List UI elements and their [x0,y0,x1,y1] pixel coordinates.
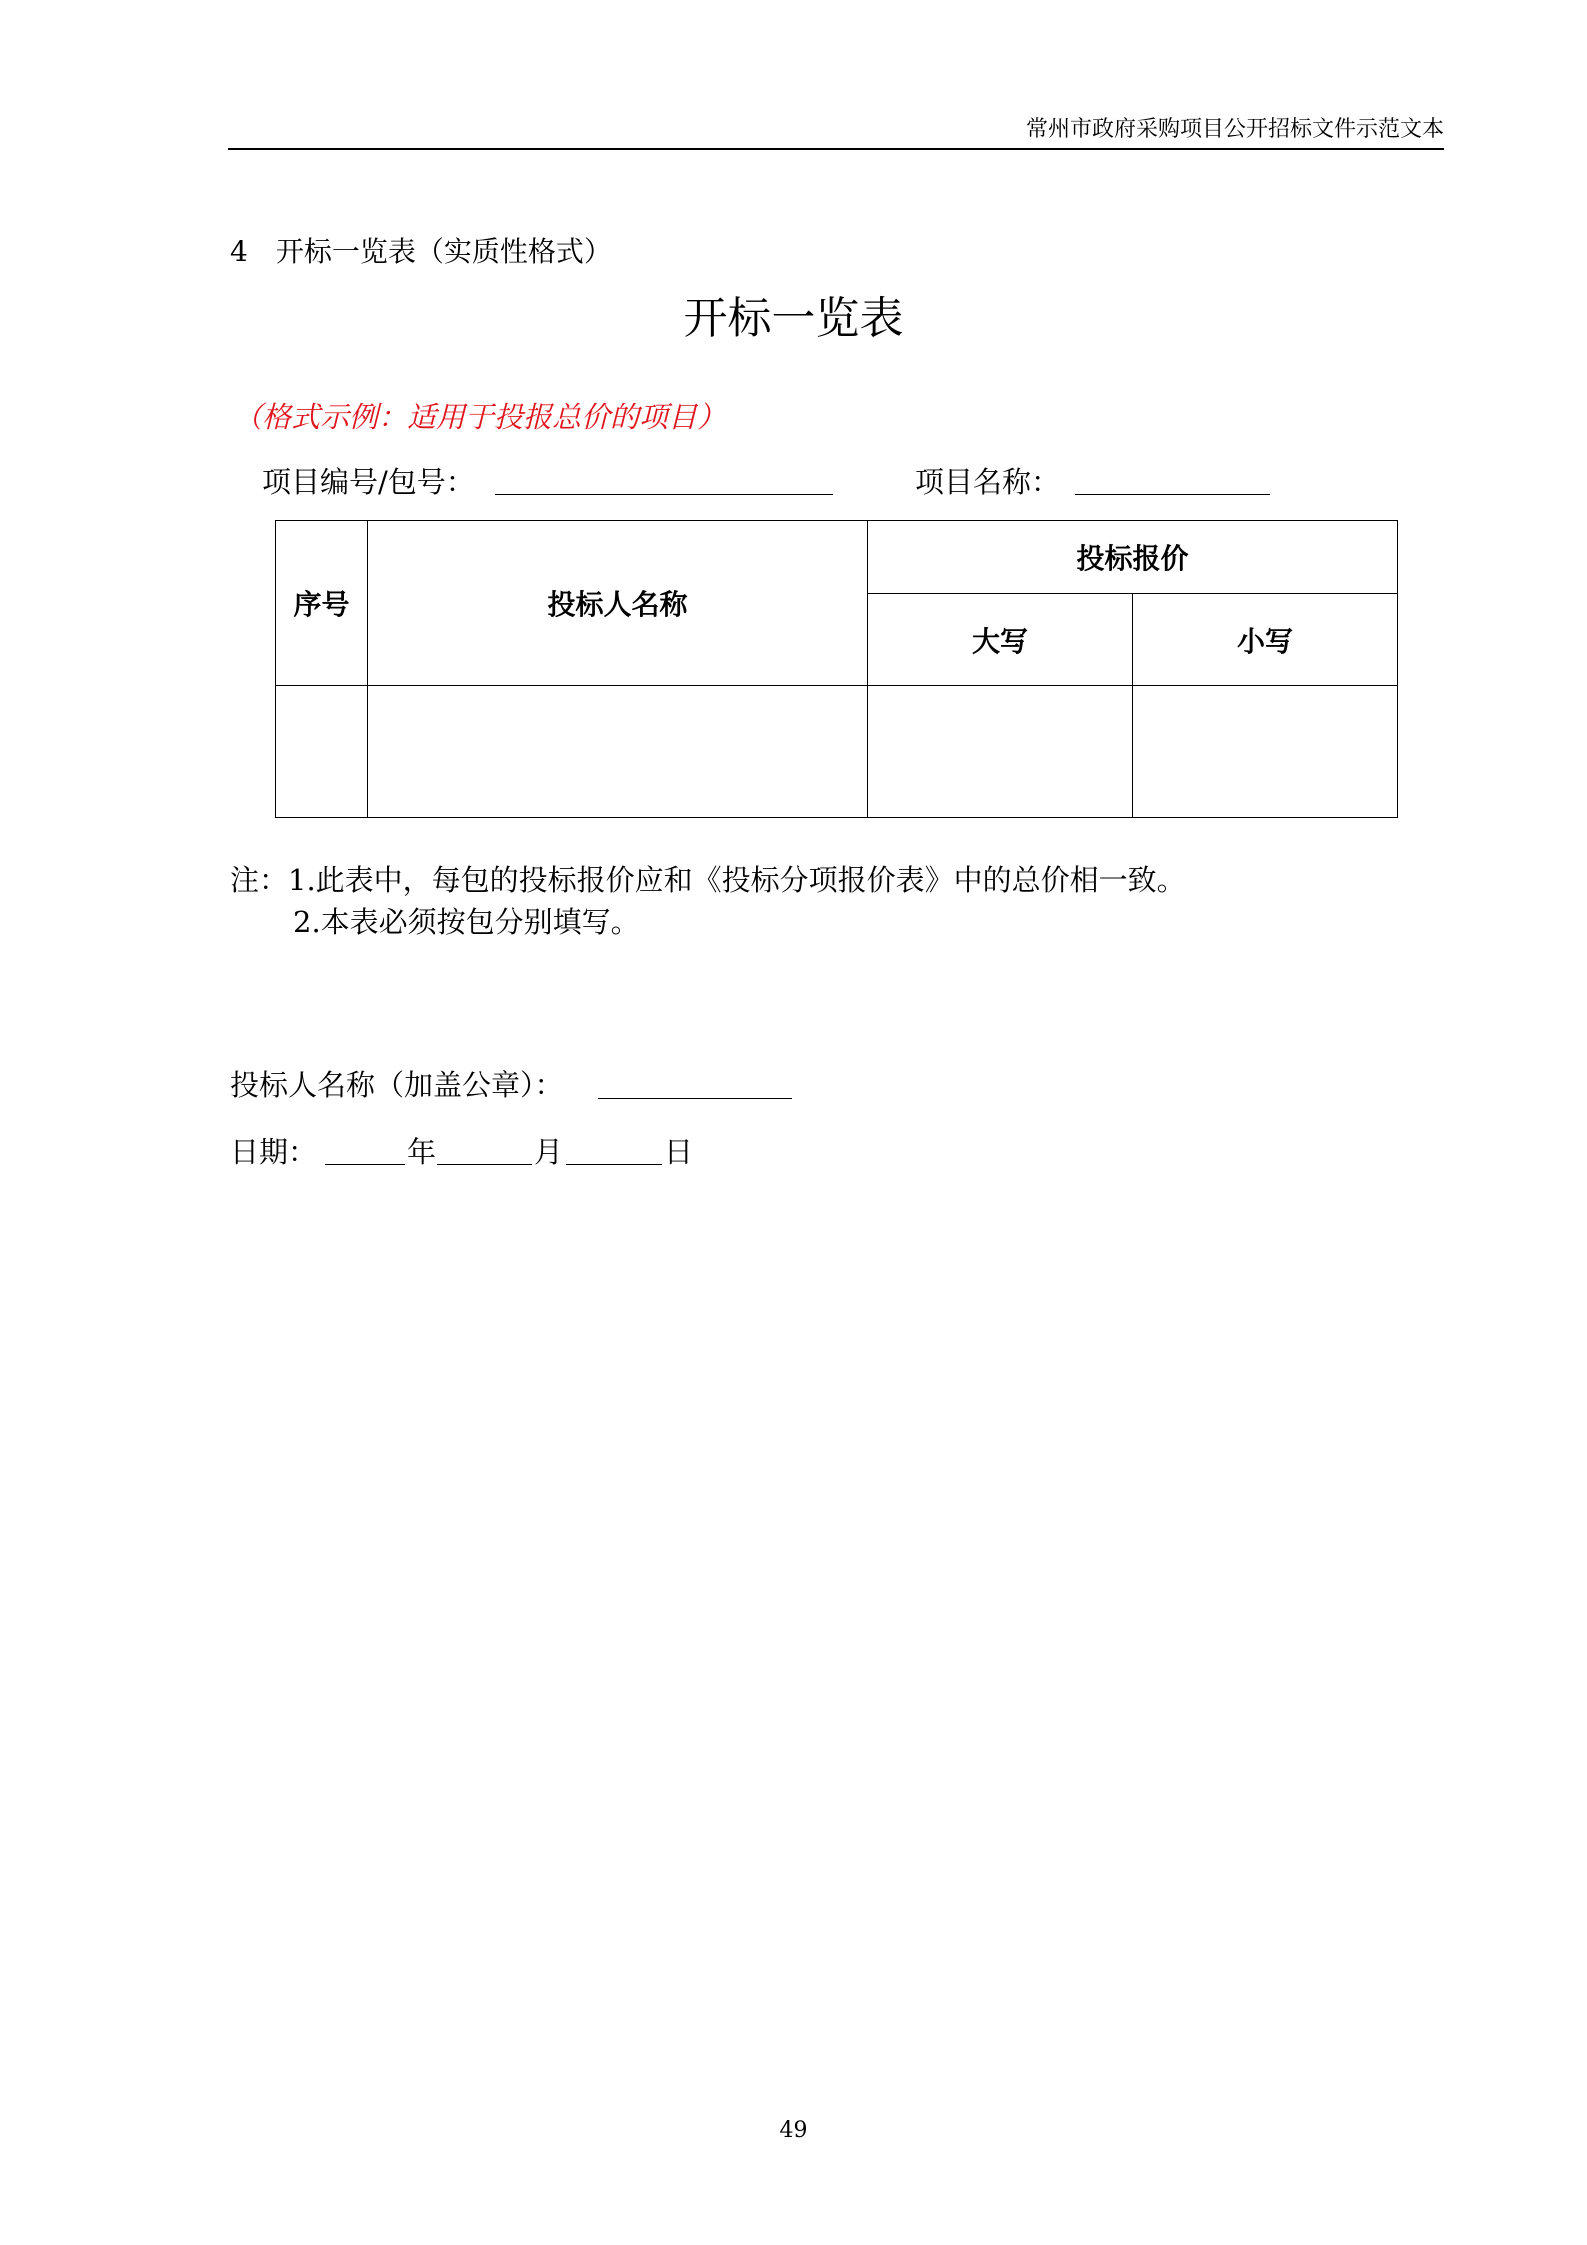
format-example-note: （格式示例：适用于投报总价的项目） [233,400,727,434]
bid-opening-table [275,520,1398,818]
header-lowercase: 小写 [1133,594,1398,686]
header-bidder-name: 投标人名称 [368,521,868,686]
header-bid-price: 投标报价 [868,521,1398,594]
section-heading: 4 开标一览表（实质性格式） [230,235,612,268]
project-name-blank [1075,494,1270,495]
month-blank [437,1164,532,1165]
header-uppercase: 大写 [868,594,1133,686]
cell-bidder-name [368,686,868,818]
cell-uppercase [868,686,1133,818]
note-line-1: 注：1.此表中，每包的投标报价应和《投标分项报价表》中的总价相一致。 [230,863,1186,897]
cell-lowercase [1133,686,1398,818]
table-header-row [276,521,1398,594]
cell-serial [276,686,368,818]
bidder-seal-label: 投标人名称（加盖公章）： [230,1068,564,1102]
year-label: 年 [407,1135,437,1169]
header-rule [228,148,1444,150]
header-serial: 序号 [276,521,368,686]
document-title: 开标一览表 [683,293,904,344]
page-number: 49 [779,2118,808,2143]
month-label: 月 [534,1135,564,1169]
day-label: 日 [664,1135,694,1169]
year-blank [325,1164,405,1165]
project-name-label: 项目名称： [915,465,1061,499]
bidder-seal-blank [598,1098,792,1099]
header-text: 常州市政府采购项目公开招标文件示范文本 [1025,117,1444,142]
date-label: 日期： [230,1135,318,1169]
note-line-2: 2.本表必须按包分别填写。 [293,905,640,939]
project-number-blank [495,494,833,495]
table-row [276,686,1398,818]
day-blank [566,1164,662,1165]
project-number-label: 项目编号/包号： [262,465,475,499]
